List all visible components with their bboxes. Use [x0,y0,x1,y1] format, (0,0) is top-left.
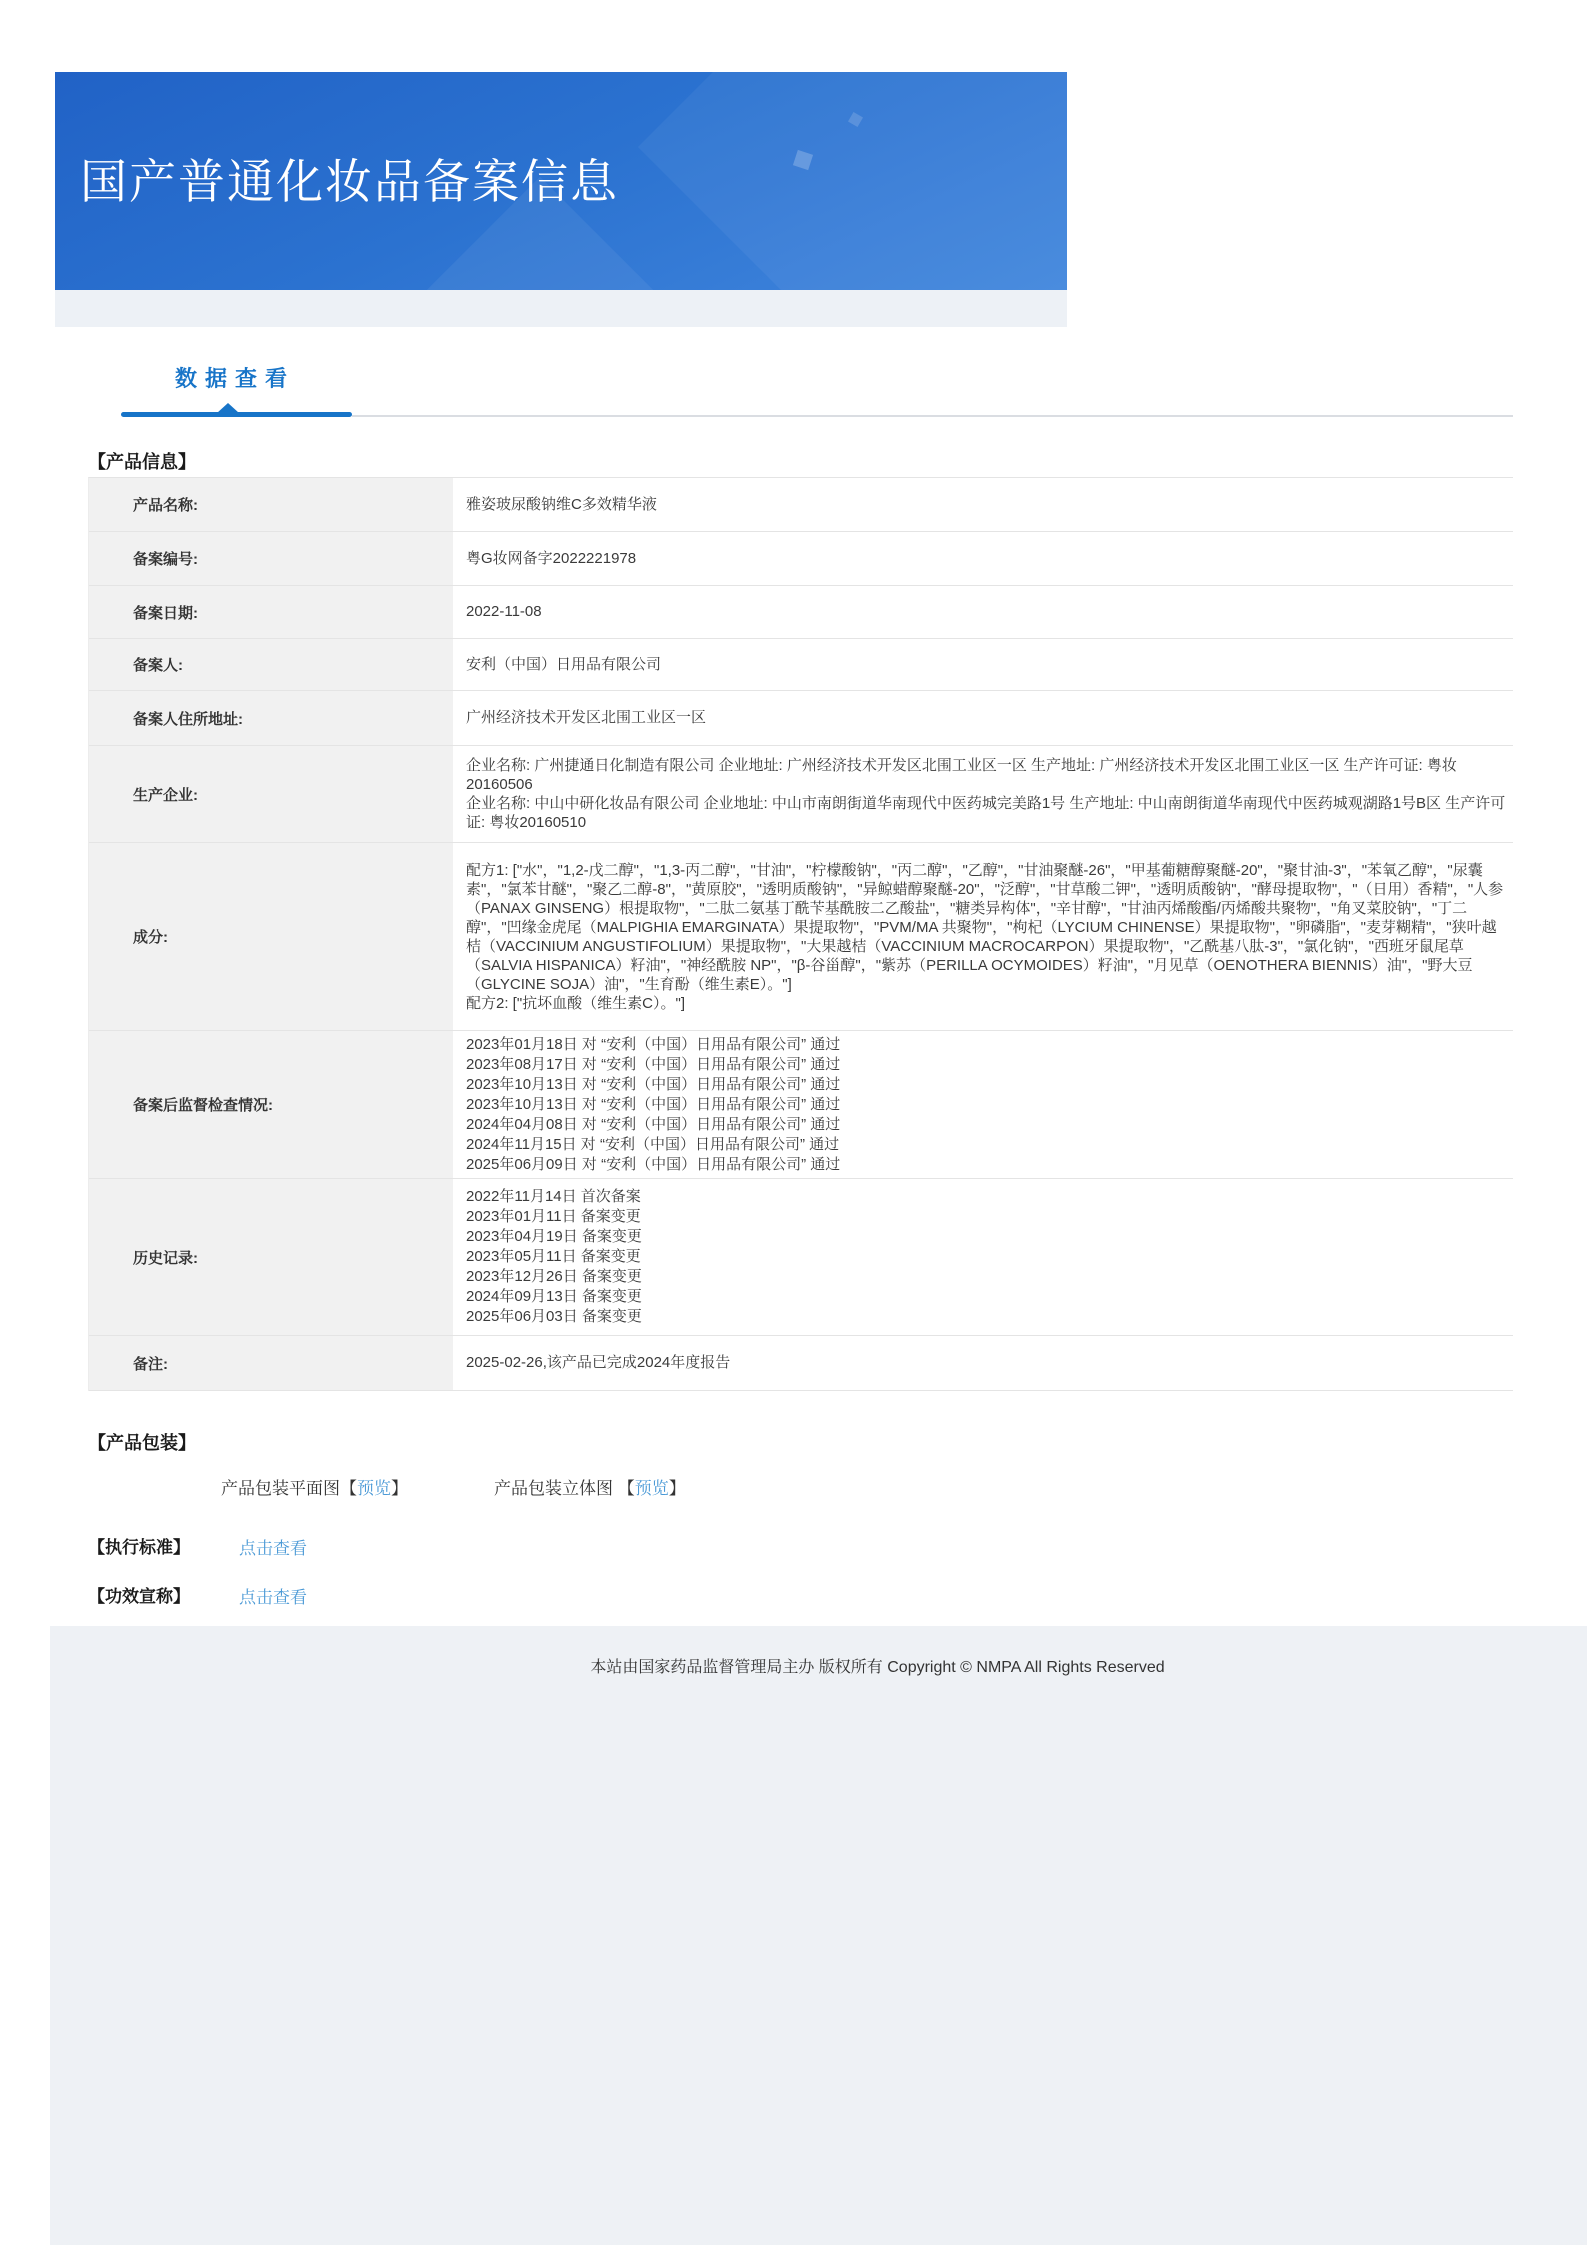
row-value [453,1031,1513,1179]
page-footer [50,1626,1587,2245]
table-row-filing-number [89,532,1513,586]
row-label: 历史记录: [89,1179,453,1335]
row-value-line: 配方1: ["水"，"1,2-戊二醇"，"1,3-丙二醇"，"甘油"，"柠檬酸钠"，"丙二醇"，"乙醇"，"甘油聚醚-26"，"甲基葡糖醇聚醚-20"，"聚甘油-3"，"苯氧乙醇"，"尿囊素"，"氯苯甘醚"，"聚乙二醇-8"，"黄原胶"，"透明质酸钠"，"异鲸蜡醇聚醚-20"，"泛醇"，"甘草酸二钾"，"透明质酸钠"，"酵母提取物"，"（日用）香精"，"人参（PANAX GINSENG）根提取物"，"二肽二氨基丁酰苄基酰胺二乙酸盐"，"糖类异构体"，"辛甘醇"，"甘油丙烯酸酯/丙烯酸共聚物"，"角叉菜胶钠"，"丁二醇"，"凹缘金虎尾（MALPIGHIA EMARGINATA）果提取物"，"PVM/MA 共聚物"，"枸杞（LYCIUM CHINENSE）果提取物"，"卵磷脂"，"麦芽糊精"，"狭叶越桔（VACCINIUM ANGUSTIFOLIUM）果提取物"，"大果越桔（VACCINIUM MACROCARPON）果提取物"，"乙酰基八肽-3"，"氯化钠"，"西班牙鼠尾草（SALVIA HISPANICA）籽油"，"神经酰胺 NP"，"β-谷甾醇"，"紫苏（PERILLA OCYMOIDES）籽油"，"月见草（OENOTHERA BIENNIS）油"，"野大豆（GLYCINE SOJA）油"，"生育酚（维生素E）。"] [466,861,1504,993]
packaging-flat-label: 产品包装平面图 [221,1479,340,1498]
banner-diamond-decoration [638,72,1067,290]
section-exec-standard-title: 【执行标准】 [88,1538,190,1557]
row-value: 2022-11-08 [466,603,542,620]
section-product-packaging-title: 【产品包装】 [88,1433,196,1453]
row-value-line: 2023年04月19日 备案变更 [466,1228,642,1245]
row-label: 备案后监督检查情况: [89,1031,453,1178]
row-value [453,857,1513,1017]
bracket-close: 】 [668,1479,686,1498]
row-value-line: 2025年06月03日 备案变更 [466,1308,642,1325]
row-label: 备案日期: [89,586,453,638]
row-value-line: 企业名称: 广州捷通日化制造有限公司 企业地址: 广州经济技术开发区北围工业区一区 生产地址: 广州经济技术开发区北围工业区一区 生产许可证: 粤妆20160506 [466,757,1457,793]
section-product-info-title: 【产品信息】 [88,452,196,472]
packaging-flat-item [221,1474,408,1499]
footer-copyright-text: 本站由国家药品监督管理局主办 版权所有 Copyright © NMPA All Rights Reserved [590,1659,1165,1676]
row-value-line: 2023年10月13日 对 “安利（中国）日用品有限公司” 通过 [466,1095,841,1113]
row-value-line: 2023年01月18日 对 “安利（中国）日用品有限公司” 通过 [466,1035,841,1053]
row-value-line: 2023年10月13日 对 “安利（中国）日用品有限公司” 通过 [466,1075,841,1093]
row-label: 产品名称: [89,478,453,531]
row-value: 雅姿玻尿酸钠维C多效精华液 [466,495,657,513]
packaging-stereo-item [494,1474,686,1499]
row-value [453,752,1513,836]
bracket-close: 】 [391,1479,408,1498]
table-row-manufacturer [89,746,1513,843]
row-value-line: 2022年11月14日 首次备案 [466,1188,641,1205]
row-value-line: 2023年01月11日 备案变更 [466,1208,641,1225]
banner-substrip [55,290,1067,327]
row-value-line: 2023年08月17日 对 “安利（中国）日用品有限公司” 通过 [466,1055,841,1073]
row-value-line: 2024年04月08日 对 “安利（中国）日用品有限公司” 通过 [466,1115,841,1133]
row-value: 安利（中国）日用品有限公司 [466,655,662,673]
packaging-stereo-label: 产品包装立体图 [494,1479,618,1498]
row-label: 生产企业: [89,746,453,842]
row-value: 粤G妆网备字2022221978 [466,549,637,567]
efficacy-claim-view-link[interactable]: 点击查看 [239,1588,307,1607]
row-value-line: 2024年11月15日 对 “安利（中国）日用品有限公司” 通过 [466,1135,840,1153]
packaging-stereo-preview-link[interactable]: 预览 [634,1479,669,1498]
product-info-table [88,477,1513,1391]
page-title: 国产普通化妆品备案信息 [80,155,619,208]
table-row-history [89,1179,1513,1336]
table-row-post-filing-inspection [89,1031,1513,1179]
table-row-filing-date [89,586,1513,639]
table-row-ingredients [89,843,1513,1031]
row-label: 成分: [89,843,453,1030]
row-value: 广州经济技术开发区北围工业区一区 [466,709,707,726]
row-value-line: 2023年05月11日 备案变更 [466,1248,641,1265]
row-value-line: 2025年06月09日 对 “安利（中国）日用品有限公司” 通过 [466,1155,841,1173]
row-label: 备案人: [89,639,453,690]
table-row-remarks [89,1336,1513,1391]
row-value: 2025-02-26,该产品已完成2024年度报告 [466,1354,731,1371]
row-value-line: 企业名称: 中山中研化妆品有限公司 企业地址: 中山市南朗街道华南现代中医药城完美路1号 生产地址: 中山南朗街道华南现代中医药城观湖路1号B区 生产许可证: 粤妆20160510 [466,795,1506,831]
bracket-open: 【 [340,1479,357,1498]
tab-divider-line [352,415,1513,417]
table-row-product-name [89,478,1513,532]
packaging-flat-preview-link[interactable]: 预览 [357,1479,391,1498]
tab-data-view[interactable]: 数据查看 [175,366,296,391]
row-label: 备注: [89,1336,453,1390]
section-efficacy-claim-title: 【功效宣称】 [88,1587,190,1606]
row-value-line: 2024年09月13日 备案变更 [466,1288,642,1305]
row-value-line: 2023年12月26日 备案变更 [466,1268,642,1285]
table-row-filer [89,639,1513,691]
row-value-line: 配方2: ["抗坏血酸（维生素C）。"] [466,994,685,1012]
page-banner [55,72,1067,290]
row-value [453,1183,1513,1331]
row-label: 备案人住所地址: [89,691,453,745]
bracket-open: 【 [617,1479,635,1498]
exec-standard-view-link[interactable]: 点击查看 [239,1539,307,1558]
tab-active-underline [121,412,352,417]
row-label: 备案编号: [89,532,453,585]
table-row-filer-address [89,691,1513,746]
